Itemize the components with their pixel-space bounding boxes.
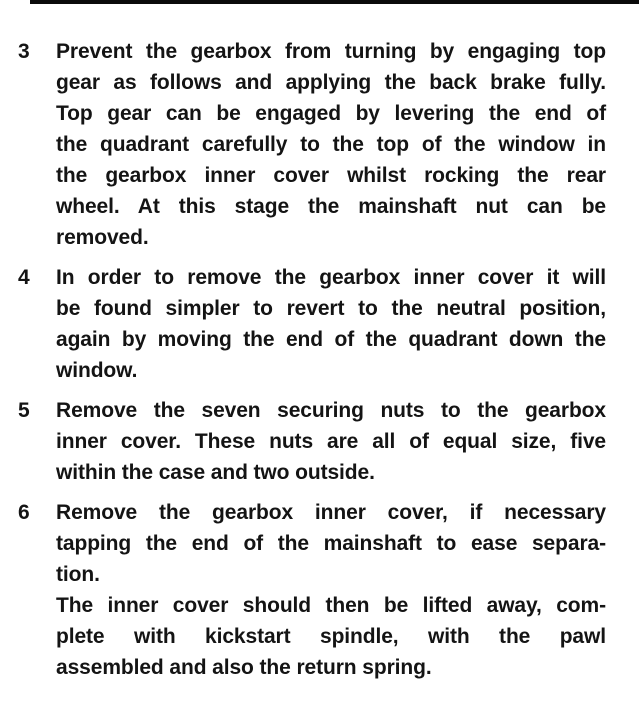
text-line: window. bbox=[56, 359, 138, 382]
text-line: again by moving the end of the quadrant down the bbox=[56, 328, 606, 351]
list-item bbox=[18, 262, 606, 386]
item-paragraph bbox=[56, 36, 606, 253]
item-number: 3 bbox=[18, 40, 30, 63]
text-line: Prevent the gearbox from turning by engaging top bbox=[56, 40, 606, 63]
list-item bbox=[18, 497, 606, 683]
item-paragraph bbox=[56, 497, 606, 590]
item-number: 5 bbox=[18, 399, 30, 422]
item-paragraph bbox=[56, 395, 606, 488]
text-line: be found simpler to revert to the neutral position, bbox=[56, 297, 606, 320]
item-text bbox=[56, 262, 606, 386]
text-line: assembled and also the return spring. bbox=[56, 656, 432, 679]
text-line: gear as follows and applying the back brake fully. bbox=[56, 71, 606, 94]
text-line: tion. bbox=[56, 563, 100, 586]
text-line: plete with kickstart spindle, with the pawl bbox=[56, 625, 606, 648]
text-line: Remove the gearbox inner cover, if necessary bbox=[56, 501, 606, 524]
text-line: removed. bbox=[56, 226, 149, 249]
text-line: wheel. At this stage the mainshaft nut can be bbox=[56, 195, 606, 218]
scan-edge-rule bbox=[30, 0, 639, 4]
text-line: inner cover. These nuts are all of equal size, five bbox=[56, 430, 606, 453]
text-line: within the case and two outside. bbox=[56, 461, 375, 484]
list-item bbox=[18, 36, 606, 253]
text-line: In order to remove the gearbox inner cover it will bbox=[56, 266, 606, 289]
item-text bbox=[56, 497, 606, 683]
text-line: tapping the end of the mainshaft to ease separa- bbox=[56, 532, 606, 555]
item-text bbox=[56, 36, 606, 253]
item-number: 6 bbox=[18, 501, 30, 524]
instruction-list bbox=[18, 36, 606, 692]
text-line: The inner cover should then be lifted away, com- bbox=[56, 594, 606, 617]
text-line: the gearbox inner cover whilst rocking the rear bbox=[56, 164, 606, 187]
text-line: Remove the seven securing nuts to the gearbox bbox=[56, 399, 606, 422]
item-paragraph bbox=[56, 262, 606, 386]
list-item bbox=[18, 395, 606, 488]
text-line: Top gear can be engaged by levering the end of bbox=[56, 102, 606, 125]
item-number: 4 bbox=[18, 266, 30, 289]
item-text bbox=[56, 395, 606, 488]
text-line: the quadrant carefully to the top of the window in bbox=[56, 133, 606, 156]
item-paragraph bbox=[56, 590, 606, 683]
